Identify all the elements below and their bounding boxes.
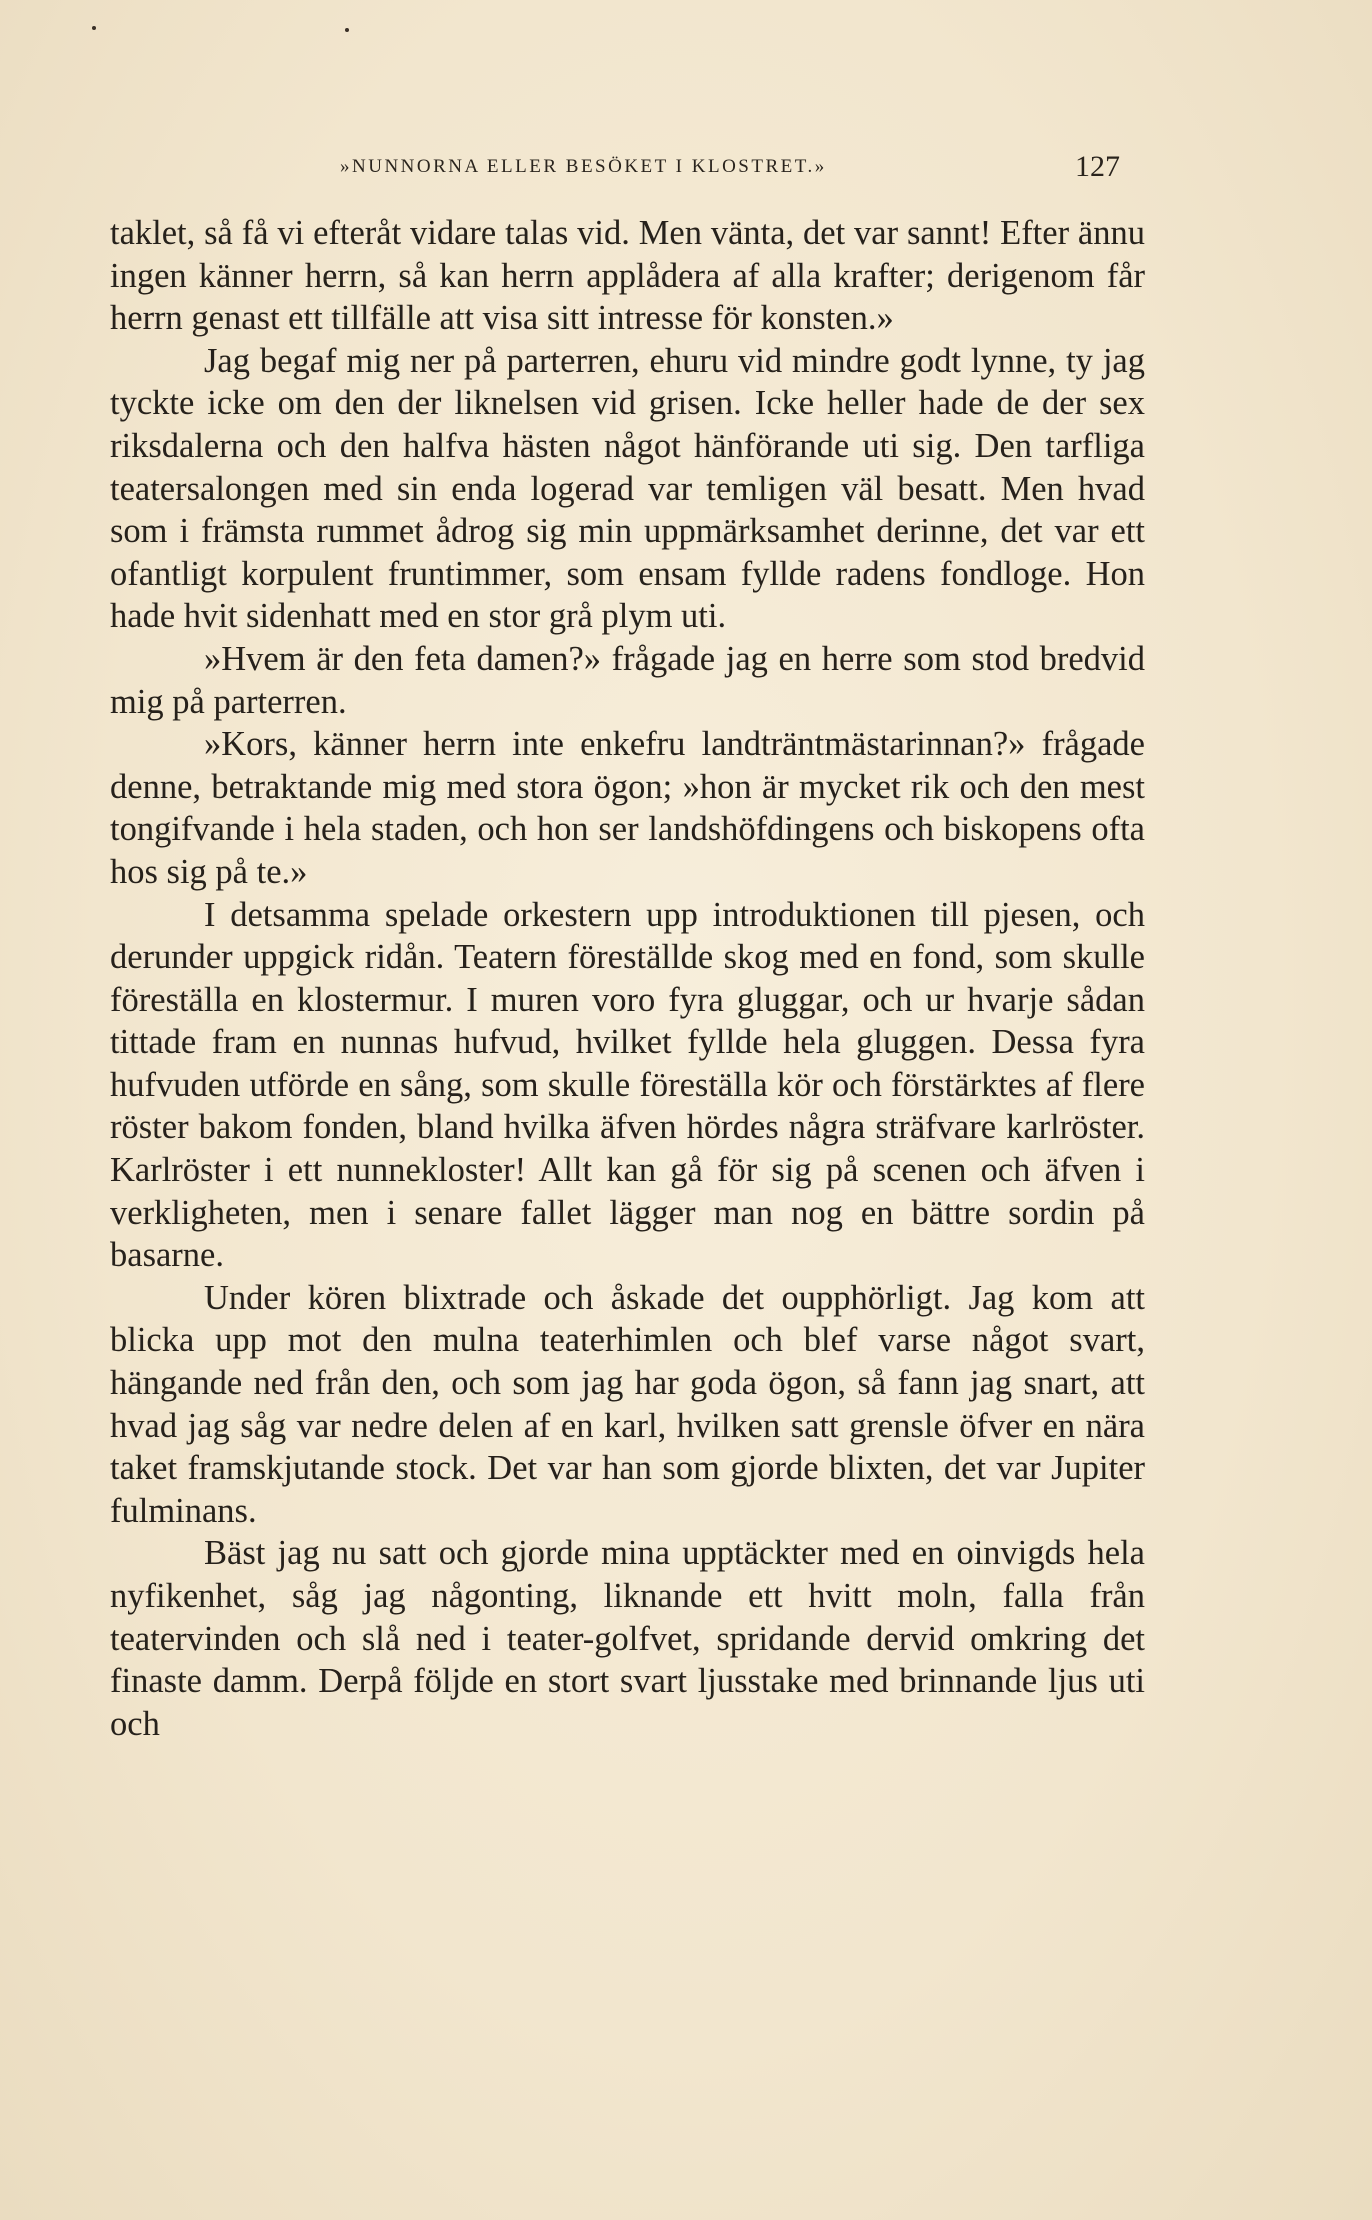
page-number: 127 [1075, 150, 1120, 183]
paragraph-1: taklet, så få vi efteråt vidare talas vid. Men vänta, det var sannt! Efter ännu ingen känner herrn, så kan herrn applådera af alla krafter; derigenom får herrn genast ett tillfälle att visa sitt intresse för konsten.» [110, 214, 1145, 338]
paragraph-3: »Hvem är den feta damen?» frågade jag en herre som stod bredvid mig på parterren. [110, 639, 1145, 721]
ink-speck [345, 28, 349, 32]
paragraph-2: Jag begaf mig ner på parterren, ehuru vid mindre godt lynne, ty jag tyckte icke om den der liknelsen vid grisen. Icke heller hade de der sex riksdalerna och den halfva hästen något hänförande uti sig. Den tarfliga teatersalongen med sin enda logerad var temligen väl besatt. Men hvad som i främsta rummet ådrog sig min uppmärksamhet derinne, det var ett ofantligt korpulent fruntimmer, som ensam fyllde radens fondloge. Hon hade hvit sidenhatt med en stor grå plym uti. [110, 341, 1145, 636]
running-head: »NUNNORNA ELLER BESÖKET I KLOSTRET.» [340, 156, 827, 177]
paragraph-4: »Kors, känner herrn inte enkefru landträntmästarinnan?» frågade denne, betraktande mig med stora ögon; »hon är mycket rik och den mest tongifvande i hela staden, och hon ser landshöfdingens och biskopens ofta hos sig på te.» [110, 725, 1145, 891]
paragraph-7: Bäst jag nu satt och gjorde mina upptäckter med en oinvigds hela nyfikenhet, såg jag någonting, liknande ett hvitt moln, falla från teatervinden och slå ned i teater-golfvet, spridande dervid omkring det finaste damm. Derpå följde en stort svart ljusstake med brinnande ljus uti och [110, 1534, 1145, 1743]
paragraph-5: I detsamma spelade orkestern upp introduktionen till pjesen, och derunder uppgick ridån. Teatern föreställde skog med en fond, som skulle föreställa en klostermur. I muren voro fyra gluggar, och ur hvarje sådan tittade fram en nunnas hufvud, hvilket fyllde hela gluggen. Dessa fyra hufvuden utförde en sång, som skulle föreställa kör och förstärktes af flere röster bakom fonden, bland hvilka äfven hördes några sträfvare karlröster. Karlröster i ett nunnekloster! Allt kan gå för sig på scenen och äfven i verkligheten, men i senare fallet lägger man nog en bättre sordin på basarne. [110, 895, 1145, 1275]
paragraph-6: Under kören blixtrade och åskade det oupphörligt. Jag kom att blicka upp mot den mulna teaterhimlen och blef varse något svart, hängande ned från den, och som jag har goda ögon, så fann jag snart, att hvad jag såg var nedre delen af en karl, hvilken satt grensle öfver en nära taket framskjutande stock. Det var han som gjorde blixten, det var Jupiter fulminans. [110, 1278, 1145, 1530]
ink-speck [92, 26, 96, 30]
page-header [110, 150, 1120, 190]
body-text [110, 212, 1145, 1745]
